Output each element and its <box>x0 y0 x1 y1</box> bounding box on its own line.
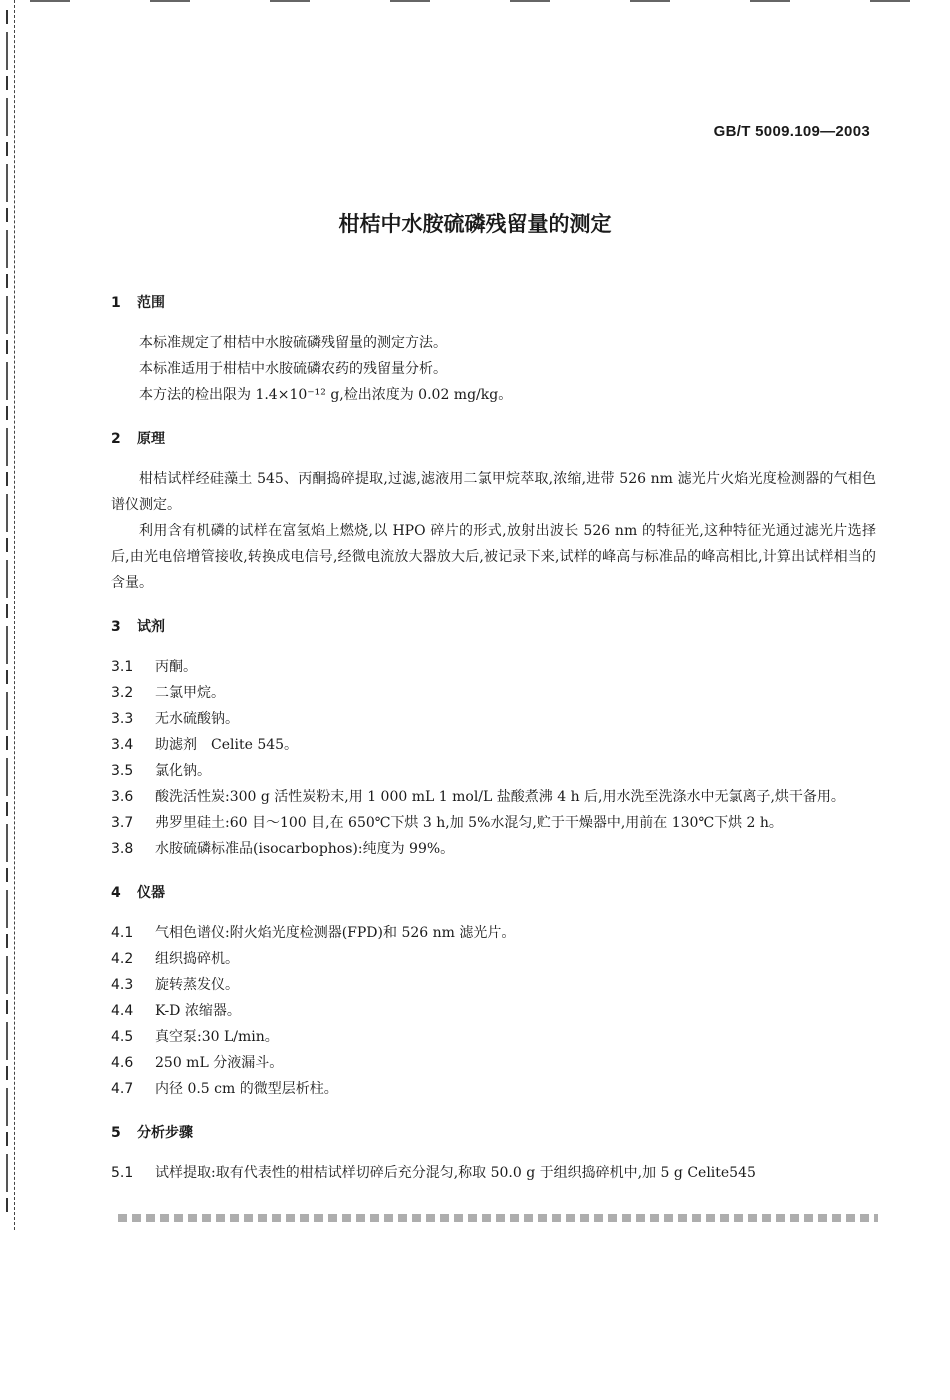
item-text: 酸洗活性炭:300 g 活性炭粉末,用 1 000 mL 1 mol/L 盐酸煮沸 4 h 后,用水洗至洗涤水中无氯离子,烘干备用。 <box>155 789 845 805</box>
list-item <box>111 946 876 972</box>
section-scope <box>111 290 876 426</box>
paragraph: 柑桔试样经硅藻土 545、丙酮捣碎提取,过滤,滤液用二氯甲烷萃取,浓缩,进带 526 nm 滤光片火焰光度检测器的气相色谱仪测定。 <box>111 471 876 513</box>
section-number: 5 <box>111 1125 121 1141</box>
item-number: 3.6 <box>111 789 134 805</box>
paragraph: 本标准规定了柑桔中水胺硫磷残留量的测定方法。 <box>139 335 447 351</box>
section-title: 分析步骤 <box>137 1125 193 1141</box>
document-title: 柑桔中水胺硫磷残留量的测定 <box>338 212 612 236</box>
item-number: 3.4 <box>111 737 134 753</box>
item-text: 内径 0.5 cm 的微型层析柱。 <box>155 1081 338 1097</box>
section-number: 2 <box>111 431 121 447</box>
item-number: 4.5 <box>111 1029 134 1045</box>
section-title: 仪器 <box>137 885 165 901</box>
section-number: 3 <box>111 619 121 635</box>
section-heading <box>111 1120 876 1146</box>
list-item <box>111 680 876 706</box>
item-text: 弗罗里硅土:60 目～100 目,在 650℃下烘 3 h,加 5%水混匀,贮于干燥器中,用前在 130℃下烘 2 h。 <box>155 815 783 831</box>
item-text: 水胺硫磷标准品(isocarbophos):纯度为 99%。 <box>155 841 455 857</box>
item-text: 丙酮。 <box>155 659 197 675</box>
item-number: 4.1 <box>111 925 134 941</box>
item-number: 4.3 <box>111 977 134 993</box>
section-principle <box>111 426 876 614</box>
list-item <box>111 920 876 946</box>
item-text: 助滤剂 Celite 545。 <box>155 737 299 753</box>
list-item <box>111 654 876 680</box>
item-number: 4.6 <box>111 1055 134 1071</box>
item-number: 3.5 <box>111 763 134 779</box>
item-number: 3.2 <box>111 685 134 701</box>
item-text: 二氯甲烷。 <box>155 685 225 701</box>
list-item <box>111 810 876 836</box>
section-heading <box>111 426 876 452</box>
list-item <box>111 1076 876 1102</box>
list-item <box>111 784 876 810</box>
list-item <box>111 706 876 732</box>
section-number: 4 <box>111 885 121 901</box>
binding-mark <box>6 10 8 1220</box>
scan-top-edge <box>30 0 930 2</box>
item-number: 3.8 <box>111 841 134 857</box>
item-text: 气相色谱仪:附火焰光度检测器(FPD)和 526 nm 滤光片。 <box>155 925 516 941</box>
item-number: 3.3 <box>111 711 134 727</box>
item-text: K-D 浓缩器。 <box>155 1003 241 1019</box>
item-number: 3.1 <box>111 659 134 675</box>
item-number: 4.4 <box>111 1003 134 1019</box>
item-text: 真空泵:30 L/min。 <box>155 1029 279 1045</box>
item-text: 250 mL 分液漏斗。 <box>155 1055 284 1071</box>
section-title: 范围 <box>137 295 165 311</box>
section-apparatus <box>111 880 876 1120</box>
item-number: 4.7 <box>111 1081 134 1097</box>
section-title: 试剂 <box>137 619 165 635</box>
item-text: 无水硫酸钠。 <box>155 711 239 727</box>
document-body <box>111 290 876 1186</box>
item-text: 组织捣碎机。 <box>155 951 239 967</box>
item-number: 5.1 <box>111 1165 134 1181</box>
section-title: 原理 <box>137 431 165 447</box>
section-heading <box>111 880 876 906</box>
list-item <box>111 758 876 784</box>
cut-off-text-line <box>118 1214 878 1222</box>
section-reagents <box>111 614 876 880</box>
list-item <box>111 1024 876 1050</box>
paragraph: 本方法的检出限为 1.4×10⁻¹² g,检出浓度为 0.02 mg/kg。 <box>139 387 513 403</box>
list-item <box>111 972 876 998</box>
item-text: 氯化钠。 <box>155 763 211 779</box>
section-heading <box>111 290 876 316</box>
scan-left-edge <box>0 0 15 1230</box>
item-text: 旋转蒸发仪。 <box>155 977 239 993</box>
list-item <box>111 732 876 758</box>
item-number: 3.7 <box>111 815 134 831</box>
section-procedure <box>111 1120 876 1186</box>
list-item <box>111 998 876 1024</box>
item-text: 试样提取:取有代表性的柑桔试样切碎后充分混匀,称取 50.0 g 于组织捣碎机中,加 5 g Celite545 <box>155 1165 756 1181</box>
list-item <box>111 1050 876 1076</box>
list-item <box>111 836 876 862</box>
paragraph: 本标准适用于柑桔中水胺硫磷农药的残留量分析。 <box>139 361 447 377</box>
standard-number: GB/T 5009.109—2003 <box>713 123 870 140</box>
section-heading <box>111 614 876 640</box>
list-item <box>111 1160 876 1186</box>
item-number: 4.2 <box>111 951 134 967</box>
paragraph: 利用含有机磷的试样在富氢焰上燃烧,以 HPO 碎片的形式,放射出波长 526 nm 的特征光,这种特征光通过滤光片选择后,由光电倍增管接收,转换成电信号,经微电流放大器放大后,被记录下来,试样的峰高与标准品的峰高相比,计算出试样相当的含量。 <box>111 523 876 591</box>
section-number: 1 <box>111 295 121 311</box>
